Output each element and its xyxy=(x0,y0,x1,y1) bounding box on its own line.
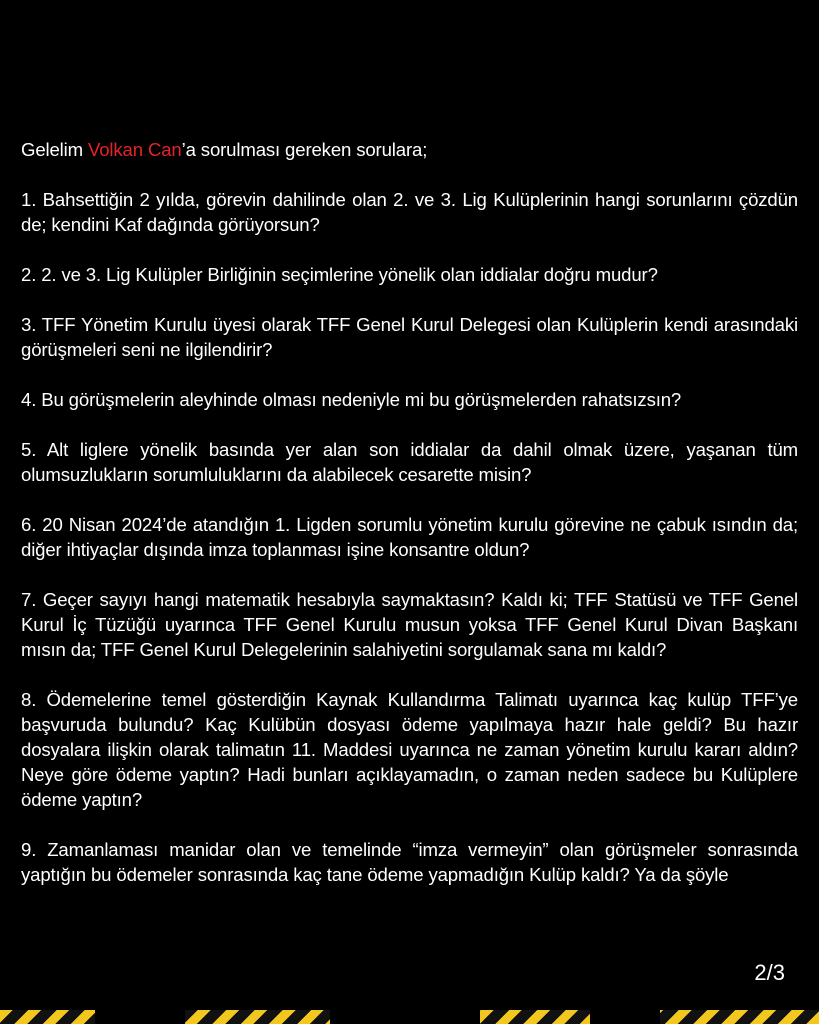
intro-paragraph xyxy=(21,137,798,162)
question-5: 5. Alt liglere yönelik basında yer alan son iddialar da dahil olmak üzere, yaşanan tüm olumsuzlukların sorumluluklarını da alabilecek cesarette misin? xyxy=(21,439,798,485)
hazard-stripe-gap xyxy=(590,1010,660,1024)
question-1: 1. Bahsettiğin 2 yılda, görevin dahilinde olan 2. ve 3. Lig Kulüplerinin hangi sorunlarını çözdün de; kendini Kaf dağında görüyorsun? xyxy=(21,189,798,235)
intro-text-before: Gelelim xyxy=(21,139,88,160)
question-9: 9. Zamanlaması manidar olan ve temelinde “imza vermeyin” olan görüşmeler sonrasında yaptığın bu ödemeler sonrasında kaç tane ödeme yapmadığın Kulüp kaldı? Ya da şöyle xyxy=(21,839,798,885)
highlighted-name: Volkan Can xyxy=(88,139,182,160)
hazard-stripe-gap xyxy=(330,1010,480,1024)
article-body xyxy=(21,137,798,887)
question-7: 7. Geçer sayıyı hangi matematik hesabıyla saymaktasın? Kaldı ki; TFF Statüsü ve TFF Genel Kurul İç Tüzüğü uyarınca TFF Genel Kurulu musun yoksa TFF Genel Kurul Divan Başkanı mısın da; TFF Genel Kurul Delegelerinin salahiyetini sorgulamak sana mı kaldı? xyxy=(21,589,798,660)
question-6: 6. 20 Nisan 2024’de atandığın 1. Ligden sorumlu yönetim kurulu görevine ne çabuk ısındın da; diğer ihtiyaçlar dışında imza toplanması işine konsantre oldun? xyxy=(21,514,798,560)
intro-text-after: ’a sorulması gereken sorulara; xyxy=(181,139,428,160)
question-3: 3. TFF Yönetim Kurulu üyesi olarak TFF Genel Kurul Delegesi olan Kulüplerin kendi arasındaki görüşmeleri seni ne ilgilendirir? xyxy=(21,314,798,360)
question-8: 8. Ödemelerine temel gösterdiğin Kaynak Kullandırma Talimatı uyarınca kaç kulüp TFF’ye başvuruda bulundu? Kaç Kulübün dosyası ödeme yapılmaya hazır hale geldi? Bu hazır dosyalara ilişkin olarak talimatın 11. Maddesi uyarınca ne zaman yönetim kurulu kararı aldın? Neye göre ödeme yaptın? Hadi bunları açıklayamadın, o zaman neden sadece bu Kulüplere ödeme yaptın? xyxy=(21,689,798,810)
hazard-stripe-gap xyxy=(95,1010,185,1024)
page-indicator: 2/3 xyxy=(754,960,785,985)
question-2: 2. 2. ve 3. Lig Kulüpler Birliğinin seçimlerine yönelik olan iddialar doğru mudur? xyxy=(21,264,658,285)
question-4: 4. Bu görüşmelerin aleyhinde olması nedeniyle mi bu görüşmelerden rahatsızsın? xyxy=(21,389,682,410)
